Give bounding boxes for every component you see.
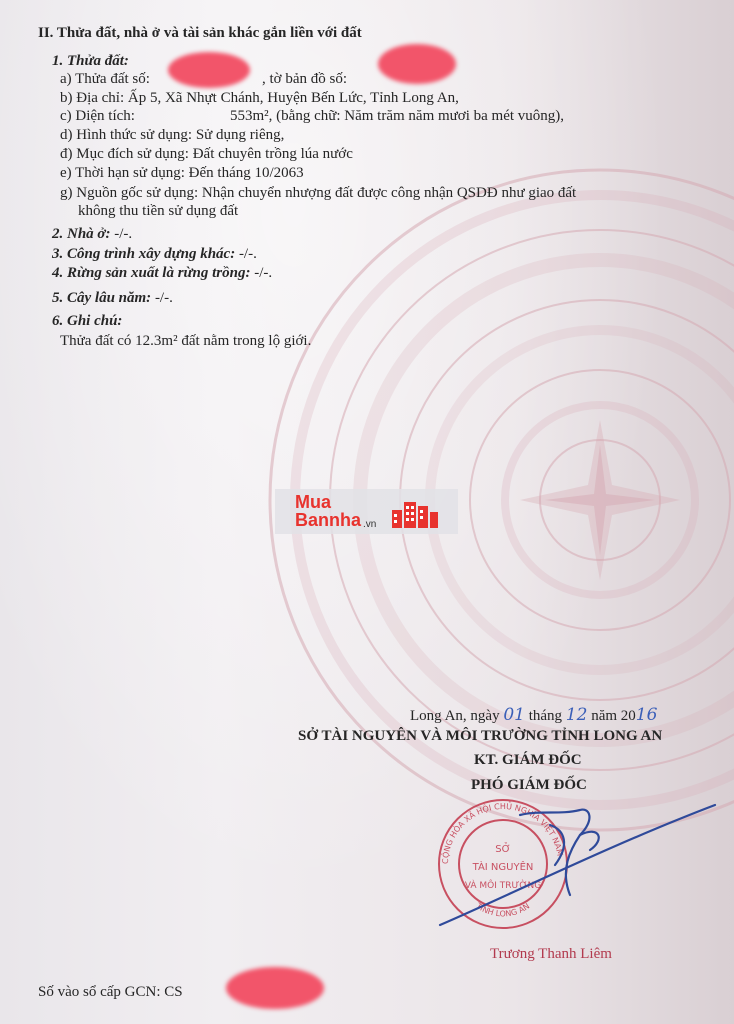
house-value: -/-. bbox=[114, 226, 133, 242]
watermark-text-line1: Mua bbox=[295, 492, 331, 512]
redaction-mark bbox=[226, 967, 324, 1009]
forest-row bbox=[52, 264, 272, 282]
watermark-text-line2: Bannha bbox=[295, 510, 362, 530]
month-value: 12 bbox=[565, 705, 588, 725]
perennial-label: 5. Cây lâu năm: bbox=[52, 290, 152, 306]
construction-value: -/-. bbox=[238, 246, 257, 262]
watermark-domain: .vn bbox=[363, 519, 377, 530]
year-label: năm 20 bbox=[591, 708, 636, 724]
house-label: 2. Nhà ở: bbox=[52, 226, 111, 242]
year-suffix: 16 bbox=[635, 705, 658, 725]
perennial-value: -/-. bbox=[154, 290, 173, 306]
watermark-logo bbox=[275, 489, 458, 534]
land-parcel-number-label: a) Thửa đất số: bbox=[60, 71, 150, 87]
seal-bottom-text: TỈNH LONG AN bbox=[474, 901, 532, 919]
seal-line-1: SỞ bbox=[495, 844, 511, 855]
redaction-mark bbox=[168, 52, 250, 88]
forest-value: -/-. bbox=[254, 265, 273, 281]
signer-role-2: PHÓ GIÁM ĐỐC bbox=[471, 777, 587, 793]
perennial-row bbox=[52, 289, 173, 307]
land-address: b) Địa chỉ: Ấp 5, Xã Nhựt Chánh, Huyện Bến Lức, Tỉnh Long An, bbox=[60, 90, 459, 106]
land-area-label: c) Diện tích: bbox=[60, 108, 135, 124]
place-date bbox=[410, 706, 657, 725]
section-title: II. Thửa đất, nhà ở và tài sản khác gắn liền với đất bbox=[38, 25, 362, 41]
notes-value: Thửa đất có 12.3m² đất nằm trong lộ giới. bbox=[60, 333, 312, 349]
seal-line-3: VÀ MÔI TRƯỜNG bbox=[464, 881, 542, 891]
month-label: tháng bbox=[528, 708, 563, 724]
handwritten-signature bbox=[430, 795, 730, 935]
construction-row bbox=[52, 245, 257, 263]
redaction-mark bbox=[378, 44, 456, 84]
notes-label: 6. Ghi chú: bbox=[52, 313, 123, 329]
seal-ring-text: CỘNG HÒA XÃ HỘI CHỦ NGHĨA VIỆT NAM bbox=[440, 801, 565, 865]
signer-name: Trương Thanh Liêm bbox=[490, 946, 612, 962]
agency-name: SỞ TÀI NGUYÊN VÀ MÔI TRƯỜNG TỈNH LONG AN bbox=[298, 728, 663, 744]
house-row bbox=[52, 225, 132, 243]
land-use-form: d) Hình thức sử dụng: Sử dụng riêng, bbox=[60, 127, 285, 143]
land-origin: g) Nguồn gốc sử dụng: Nhận chuyển nhượng đất được công nhận QSDĐ như giao đất bbox=[60, 185, 577, 201]
building-icon bbox=[390, 498, 440, 528]
day-value: 01 bbox=[503, 705, 525, 725]
land-use-purpose: đ) Mục đích sử dụng: Đất chuyên trồng lúa nước bbox=[60, 146, 353, 162]
land-heading: 1. Thửa đất: bbox=[52, 53, 129, 69]
construction-label: 3. Công trình xây dựng khác: bbox=[52, 246, 236, 262]
map-sheet-label: , tờ bản đồ số: bbox=[262, 71, 348, 87]
registry-number-label: Số vào sổ cấp GCN: CS bbox=[38, 984, 183, 1000]
seal-line-2: TÀI NGUYÊN bbox=[472, 862, 534, 873]
place-date-prefix: Long An, ngày bbox=[410, 708, 500, 724]
land-area-value: 553m², (bằng chữ: Năm trăm năm mươi ba mét vuông), bbox=[230, 108, 565, 124]
land-origin-continued: không thu tiền sử dụng đất bbox=[78, 203, 239, 219]
forest-label: 4. Rừng sản xuất là rừng trồng: bbox=[52, 265, 251, 281]
signer-role-1: KT. GIÁM ĐỐC bbox=[474, 752, 582, 768]
land-use-term: e) Thời hạn sử dụng: Đến tháng 10/2063 bbox=[60, 165, 304, 181]
